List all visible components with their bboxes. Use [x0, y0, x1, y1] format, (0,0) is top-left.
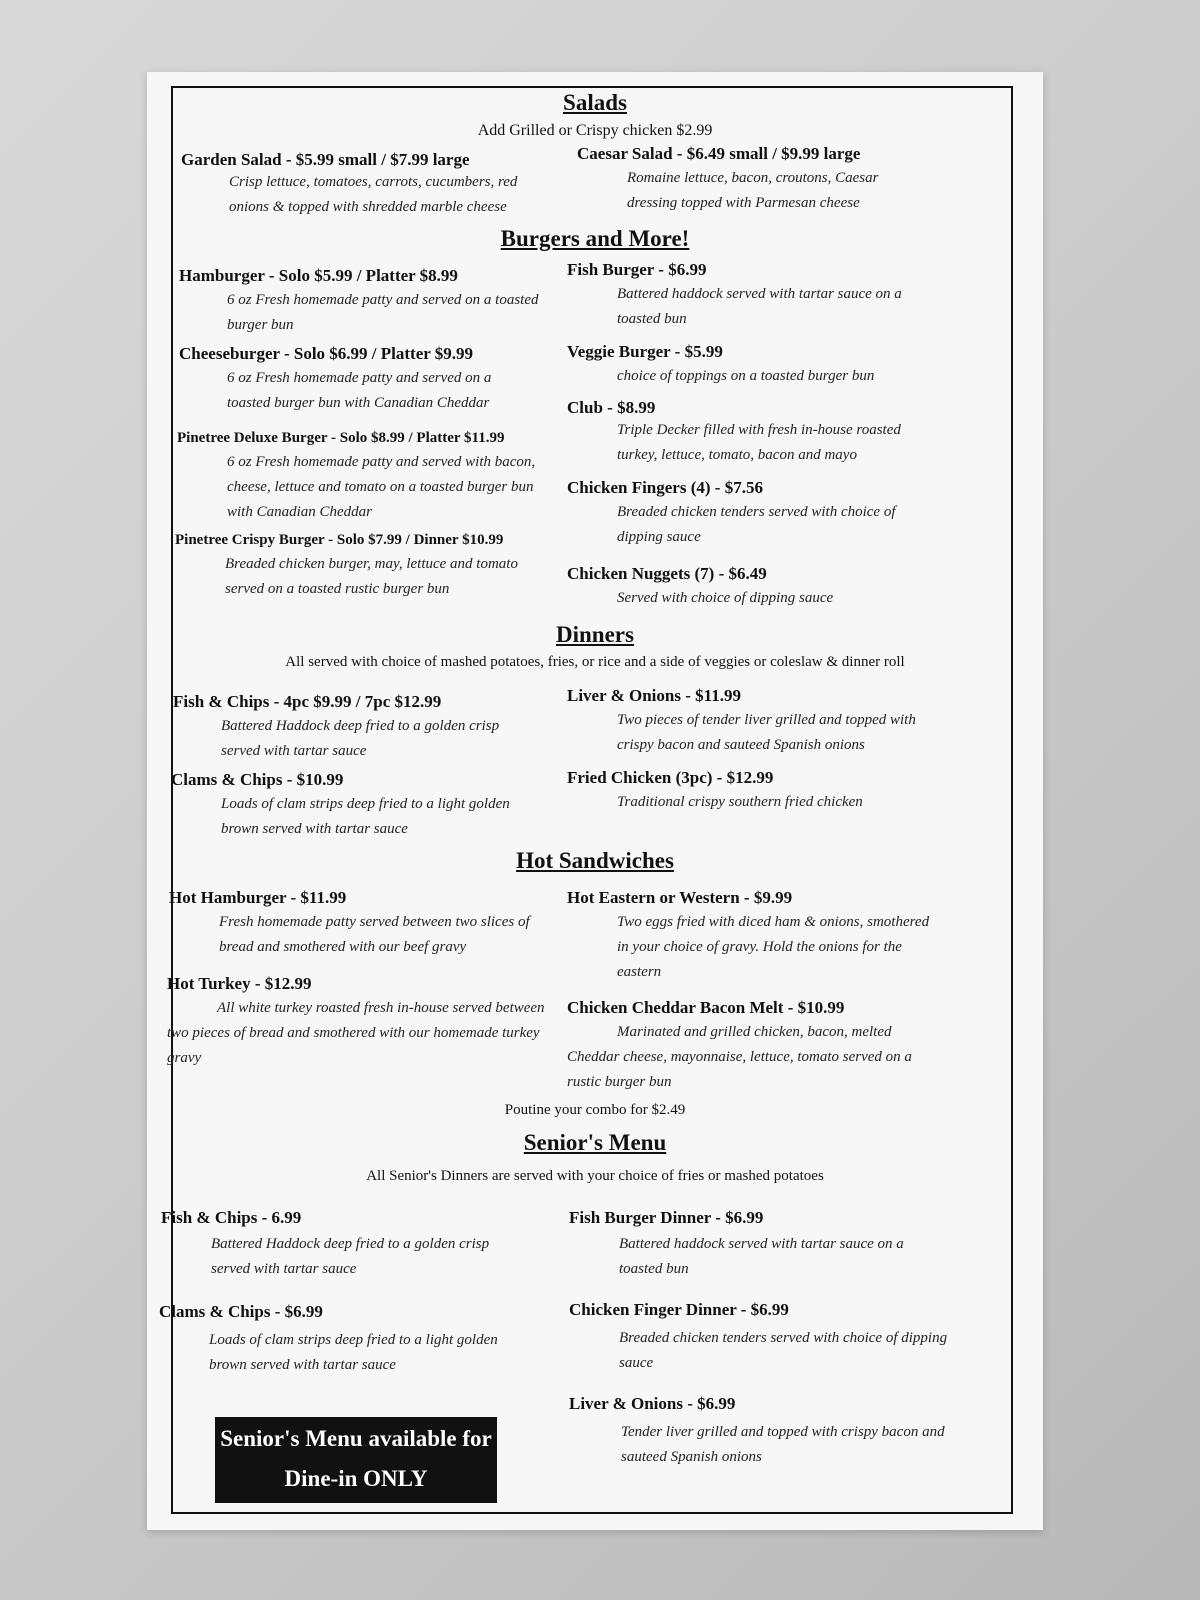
dinner-fish-chips-name: Fish & Chips - 4pc $9.99 / 7pc $12.99 — [173, 692, 442, 711]
hot-hamburger-desc: Fresh homemade patty served between two slices of bread and smothered with our beef gravy — [219, 914, 530, 955]
senior-fish-chips-desc: Battered Haddock deep fried to a golden crisp served with tartar sauce — [211, 1236, 490, 1277]
senior-menu-heading: Senior's Menu — [523, 1130, 667, 1155]
dinners-note: All served with choice of mashed potatoes, fries, or rice and a side of veggies or coleslaw & dinner roll — [285, 654, 905, 670]
salads-heading: Salads — [563, 90, 627, 115]
hot-turkey-desc: All white turkey roasted fresh in-house served between two pieces of bread and smothered with our homemade turkey gravy — [167, 1000, 545, 1066]
dinner-clams-desc: Loads of clam strips deep fried to a light golden brown served with tartar sauce — [221, 796, 510, 837]
dinner-liver-name: Liver & Onions - $11.99 — [567, 686, 741, 705]
hamburger-name: Hamburger - Solo $5.99 / Platter $8.99 — [179, 266, 458, 285]
veggie-burger-desc: choice of toppings on a toasted burger bun — [617, 368, 875, 384]
chicken-nuggets-name: Chicken Nuggets (7) - $6.49 — [567, 564, 767, 583]
senior-clams-name: Clams & Chips - $6.99 — [159, 1302, 323, 1321]
menu-paper — [147, 72, 1043, 1530]
fried-chicken-desc: Traditional crispy southern fried chicken — [617, 794, 863, 810]
dinner-liver-desc: Two pieces of tender liver grilled and topped with crispy bacon and sauteed Spanish onions — [617, 712, 916, 753]
senior-fish-burger-name: Fish Burger Dinner - $6.99 — [569, 1208, 764, 1227]
club-desc: Triple Decker filled with fresh in-house roasted turkey, lettuce, tomato, bacon and mayo — [617, 422, 901, 463]
club-name: Club - $8.99 — [567, 398, 656, 417]
dinner-fish-chips-desc: Battered Haddock deep fried to a golden crisp served with tartar sauce — [221, 718, 500, 759]
veggie-burger-name: Veggie Burger - $5.99 — [567, 342, 723, 361]
crispy-burger-name: Pinetree Crispy Burger - Solo $7.99 / Dinner $10.99 — [175, 532, 504, 548]
chicken-melt-desc: Marinated and grilled chicken, bacon, melted Cheddar cheese, mayonnaise, lettuce, tomato served on a rustic burger bun — [567, 1024, 912, 1090]
chicken-melt-name: Chicken Cheddar Bacon Melt - $10.99 — [567, 998, 845, 1017]
senior-liver-desc: Tender liver grilled and topped with crispy bacon and sauteed Spanish onions — [621, 1424, 945, 1465]
deluxe-burger-name: Pinetree Deluxe Burger - Solo $8.99 / Platter $11.99 — [177, 430, 505, 446]
garden-salad-desc: Crisp lettuce, tomatoes, carrots, cucumbers, red onions & topped with shredded marble cheese — [229, 174, 518, 215]
fried-chicken-name: Fried Chicken (3pc) - $12.99 — [567, 768, 774, 787]
deluxe-burger-desc: 6 oz Fresh homemade patty and served with bacon, cheese, lettuce and tomato on a toasted burger bun with Canadian Cheddar — [227, 454, 536, 520]
salads-note: Add Grilled or Crispy chicken $2.99 — [477, 122, 713, 139]
caesar-salad-desc: Romaine lettuce, bacon, croutons, Caesar dressing topped with Parmesan cheese — [627, 170, 879, 211]
senior-fish-chips-name: Fish & Chips - 6.99 — [161, 1208, 302, 1227]
hot-eastern-desc: Two eggs fried with diced ham & onions, smothered in your choice of gravy. Hold the onions for the eastern — [617, 914, 930, 980]
dine-in-only-badge: Senior's Menu available for Dine-in ONLY — [215, 1417, 497, 1503]
hot-eastern-name: Hot Eastern or Western - $9.99 — [567, 888, 793, 907]
senior-clams-desc: Loads of clam strips deep fried to a light golden brown served with tartar sauce — [209, 1332, 498, 1373]
chicken-nuggets-desc: Served with choice of dipping sauce — [617, 590, 834, 606]
chicken-fingers-desc: Breaded chicken tenders served with choice of dipping sauce — [617, 504, 896, 545]
dinner-clams-name: Clams & Chips - $10.99 — [171, 770, 344, 789]
senior-chicken-finger-name: Chicken Finger Dinner - $6.99 — [569, 1300, 789, 1319]
cheeseburger-name: Cheeseburger - Solo $6.99 / Platter $9.99 — [179, 344, 473, 363]
hot-sandwiches-heading: Hot Sandwiches — [516, 848, 674, 873]
cheeseburger-desc: 6 oz Fresh homemade patty and served on a toasted burger bun with Canadian Cheddar — [227, 370, 492, 411]
senior-chicken-finger-desc: Breaded chicken tenders served with choice of dipping sauce — [619, 1330, 948, 1371]
dinners-heading: Dinners — [556, 622, 634, 647]
garden-salad-name: Garden Salad - $5.99 small / $7.99 large — [181, 150, 470, 169]
senior-fish-burger-desc: Battered haddock served with tartar sauce on a toasted bun — [619, 1236, 904, 1277]
senior-liver-name: Liver & Onions - $6.99 — [569, 1394, 736, 1413]
senior-menu-note: All Senior's Dinners are served with your choice of fries or mashed potatoes — [366, 1168, 824, 1184]
crispy-burger-desc: Breaded chicken burger, may, lettuce and tomato served on a toasted rustic burger bun — [225, 556, 518, 597]
chicken-fingers-name: Chicken Fingers (4) - $7.56 — [567, 478, 763, 497]
caesar-salad-name: Caesar Salad - $6.49 small / $9.99 large — [577, 144, 861, 163]
burgers-heading: Burgers and More! — [500, 226, 690, 251]
poutine-note: Poutine your combo for $2.49 — [504, 1102, 686, 1118]
hot-hamburger-name: Hot Hamburger - $11.99 — [169, 888, 347, 907]
fish-burger-name: Fish Burger - $6.99 — [567, 260, 707, 279]
hot-turkey-name: Hot Turkey - $12.99 — [167, 974, 312, 993]
fish-burger-desc: Battered haddock served with tartar sauce on a toasted bun — [617, 286, 902, 327]
hamburger-desc: 6 oz Fresh homemade patty and served on a toasted burger bun — [227, 292, 539, 333]
